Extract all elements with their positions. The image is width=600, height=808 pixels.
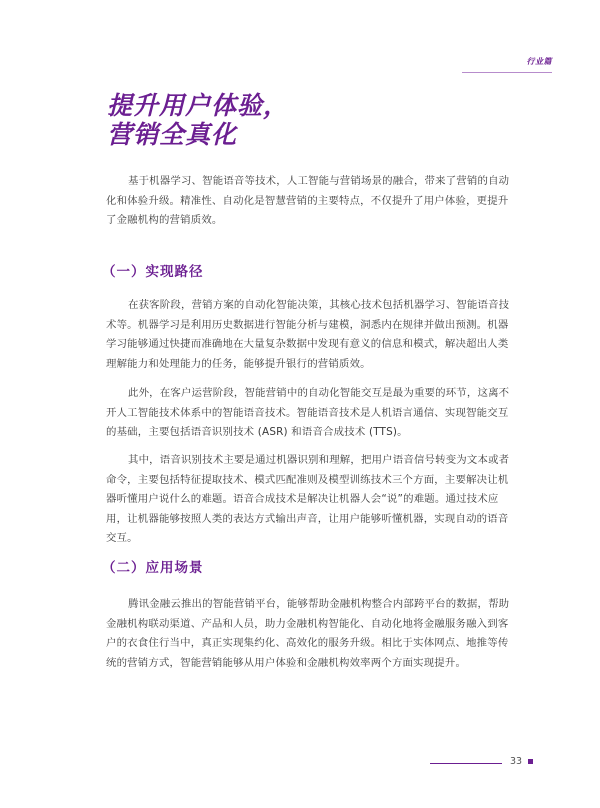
section1-paragraph-2: 此外，在客户运营阶段，智能营销中的自动化智能交互是最为重要的环节，这离不开人工智能技术体系中的智能语音技术。智能语音技术是人机语言通信、实现智能交互的基础，主要包括语音识别技术 (ASR) 和语音合成技术 (TTS)。	[106, 387, 510, 438]
page-title	[107, 91, 289, 149]
section1-paragraph-3: 其中，语音识别技术主要是通过机器识别和理解，把用户语音信号转变为文本或者命令，主要包括特征提取技术、模式匹配准则及模型训练技术三个方面，主要解决让机器听懂用户说什么的难题。语音合成技术是解决让机器人会“说”的难题。通过技术应用，让机器能够按照人类的表达方式输出声音，让用户能够听懂机器，实现自动的语音交互。	[106, 454, 510, 544]
section-heading-implementation-path: （一）实现路径	[102, 264, 204, 280]
section2-paragraph-1: 腾讯金融云推出的智能营销平台，能够帮助金融机构整合内部跨平台的数据，帮助金融机构联动渠道、产品和人员，助力金融机构智能化、自动化地将金融服务融入到客户的衣食住行当中，真正实现集约化、高效化的服务升级。相比于实体网点、地推等传统的营销方式，智能营销能够从用户体验和金融机构效率两个方面实现提升。	[106, 598, 510, 669]
footer-divider	[430, 763, 502, 764]
header-divider	[462, 72, 552, 73]
page-number: 33	[510, 756, 523, 767]
page-title-line-2: 营销全真化	[107, 120, 238, 149]
intro-paragraph: 基于机器学习、智能语音等技术，人工智能与营销场景的融合，带来了营销的自动化和体验升级。精准性、自动化是智慧营销的主要特点，不仅提升了用户体验，更提升了金融机构的营销质效。	[106, 175, 510, 226]
page-title-line-1: 提升用户体验，	[107, 91, 290, 120]
section-tag: 行业篇	[526, 57, 552, 66]
page-marker-square-icon	[528, 759, 533, 764]
section1-paragraph-1: 在获客阶段，营销方案的自动化智能决策，其核心技术包括机器学习、智能语音技术等。机器学习是利用历史数据进行智能分析与建模，洞悉内在规律并做出预测。机器学习能够通过快捷而准确地在大量复杂数据中发现有意义的信息和模式，解决超出人类理解能力和处理能力的任务，能够提升银行的营销质效。	[106, 299, 510, 370]
section-heading-application-scenarios: （二）应用场景	[102, 560, 204, 576]
